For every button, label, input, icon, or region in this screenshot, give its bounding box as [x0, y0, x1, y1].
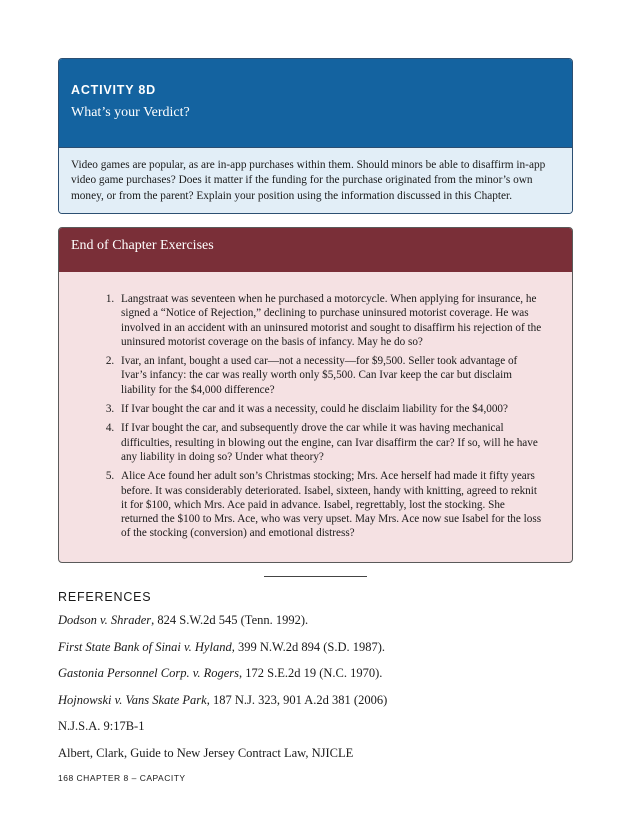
reference-item — [58, 613, 578, 640]
references-list — [58, 613, 578, 772]
section-divider — [264, 576, 367, 577]
reference-case: Dodson v. Shrader — [58, 613, 152, 627]
exercises-box — [58, 227, 573, 563]
page-footer: 168 CHAPTER 8 – CAPACITY — [58, 773, 186, 783]
reference-cite: , 824 S.W.2d 545 (Tenn. 1992). — [151, 613, 309, 627]
reference-item — [58, 719, 578, 746]
reference-cite: Albert, Clark, Guide to New Jersey Contract Law, NJICLE — [58, 745, 354, 760]
reference-cite: N.J.S.A. 9:17B-1 — [58, 719, 145, 733]
reference-item — [58, 640, 578, 667]
reference-cite: , 187 N.J. 323, 901 A.2d 381 (2006) — [206, 692, 388, 707]
exercise-item-1: 1. Langstraat was seventeen when he purchased a motorcycle. When applying for insurance, he signed a “Notice of Rejection,” declining to purchase uninsured motorist coverage. He was involved in an accident with an uninsured motorist and sought to disaffirm his rejection of the uninsured motorist coverage on the basis of infancy. May he do so? — [117, 292, 542, 349]
exercises-title: End of Chapter Exercises — [59, 228, 572, 272]
exercise-item-2: 2. Ivar, an infant, bought a used car—not a necessity—for $9,500. Seller took advantage of Ivar’s infancy: the car was really worth only $5,500. Can Ivar keep the car but disclaim liability for the $4,000 difference? — [117, 354, 542, 397]
activity-body: Video games are popular, as are in-app purchases within them. Should minors be able to disaffirm in-app video game purchases? Does it matter if the funding for the purchase originated from the minor’s own money, or from the parent? Explain your position using the information discussed in this Chapter. — [59, 147, 572, 213]
reference-item — [58, 666, 578, 693]
reference-case: Hojnowski v. Vans Skate Park — [58, 692, 207, 707]
reference-case: First State Bank of Sinai v. Hyland, — [58, 639, 235, 654]
exercise-item-3: 3. If Ivar bought the car and it was a necessity, could he disclaim liability for the $4,000? — [117, 402, 542, 416]
references-heading: REFERENCES — [58, 590, 152, 604]
reference-item — [58, 746, 578, 773]
exercise-item-4: 4. If Ivar bought the car, and subsequently drove the car while it was having mechanical difficulties, resulting in blowing out the engine, can Ivar disaffirm the car? If so, will he have any liability in doing so? Under what theory? — [117, 421, 542, 464]
exercise-list — [59, 272, 572, 541]
reference-cite: , 172 S.E.2d 19 (N.C. 1970). — [239, 666, 383, 680]
activity-label: ACTIVITY 8D — [71, 83, 156, 97]
exercise-item-5: 5. Alice Ace found her adult son’s Christmas stocking; Mrs. Ace herself had made it fifty years before. It was considerably deteriorated. Isabel, sixteen, handy with knitting, agreed to reknit it for $100, which Mrs. Ace paid in advance. Isabel, regrettably, lost the stocking. She returned the $100 to Mrs. Ace, who was very upset. May Mrs. Ace now sue Isabel for the loss of the stocking (conversion) and emotional distress? — [117, 469, 542, 540]
reference-cite: 399 N.W.2d 894 (S.D. 1987). — [234, 639, 386, 654]
reference-item — [58, 693, 578, 720]
activity-title: What’s your Verdict? — [71, 105, 190, 120]
activity-box — [58, 58, 573, 214]
reference-case: Gastonia Personnel Corp. v. Rogers — [58, 666, 240, 680]
activity-header — [59, 59, 572, 147]
